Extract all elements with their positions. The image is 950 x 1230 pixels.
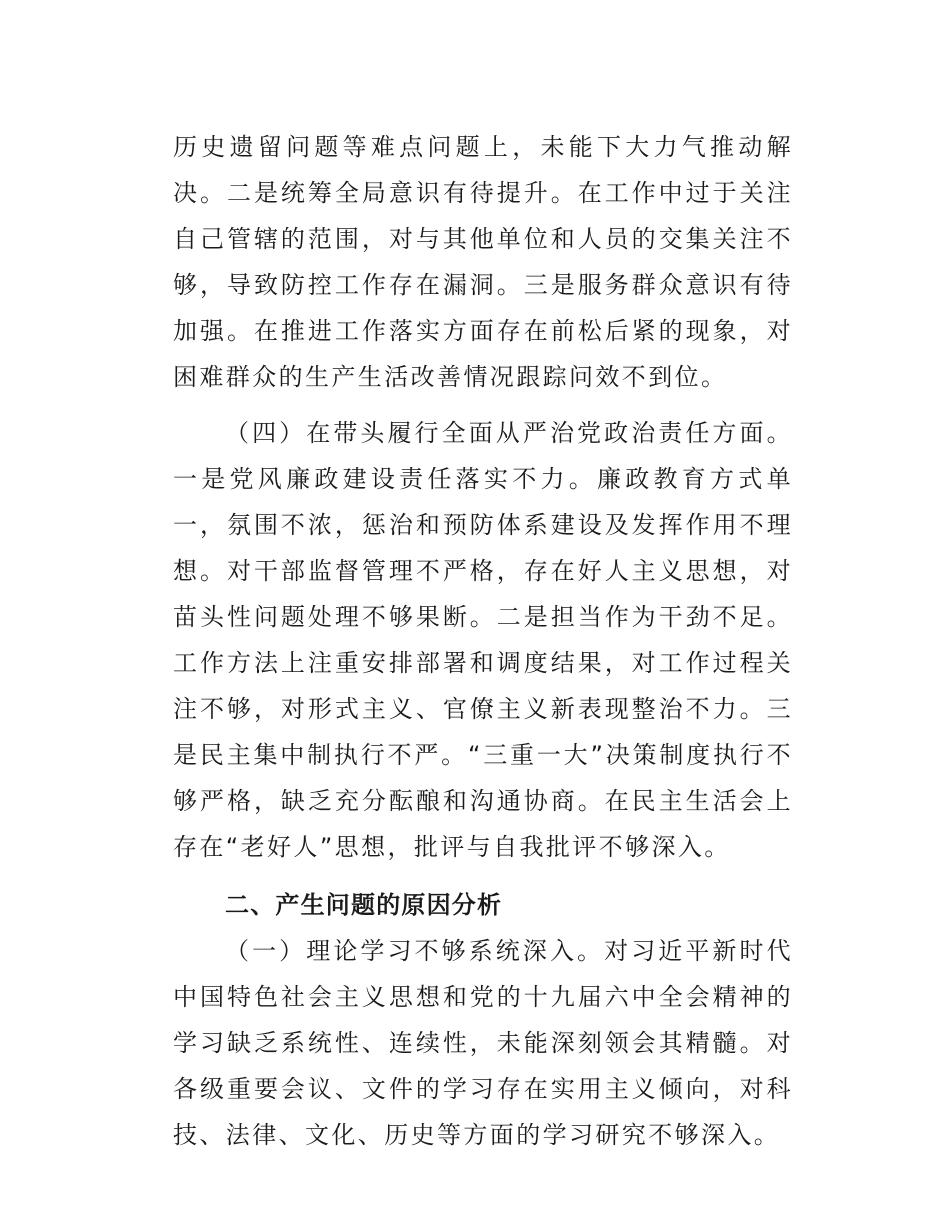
- section-heading-cause-analysis: 二、产生问题的原因分析: [225, 891, 503, 919]
- paragraph-theory-study: （一）理论学习不够系统深入。对习近平新时代中国特色社会主义思想和党的十九届六中全会精神的学习缺乏系统性、连续性，未能深刻领会其精髓。对各级重要会议、文件的学习存在实用主义倾向，对科技、法律、文化、历史等方面的学习研究不够深入。: [173, 937, 793, 1149]
- document-body: [173, 124, 793, 1158]
- paragraph-continuation: 历史遗留问题等难点问题上，未能下大力气推动解决。二是统筹全局意识有待提升。在工作中过于关注自己管辖的范围，对与其他单位和人员的交集关注不够，导致防控工作存在漏洞。三是服务群众意识有待加强。在推进工作落实方面存在前松后紧的现象，对困难群众的生产生活改善情况跟踪问效不到位。: [173, 133, 793, 391]
- paragraph-section-four: （四）在带头履行全面从严治党政治责任方面。一是党风廉政建设责任落实不力。廉政教育方式单一，氛围不浓，惩治和预防体系建设及发挥作用不理想。对干部监督管理不严格，存在好人主义思想，对苗头性问题处理不够果断。二是担当作为干劲不足。工作方法上注重安排部署和调度结果，对工作过程关注不够，对形式主义、官僚主义新表现整治不力。三是民主集中制执行不严。“三重一大”决策制度执行不够严格，缺乏充分酝酿和沟通协商。在民主生活会上存在“老好人”思想，批评与自我批评不够深入。: [173, 419, 793, 861]
